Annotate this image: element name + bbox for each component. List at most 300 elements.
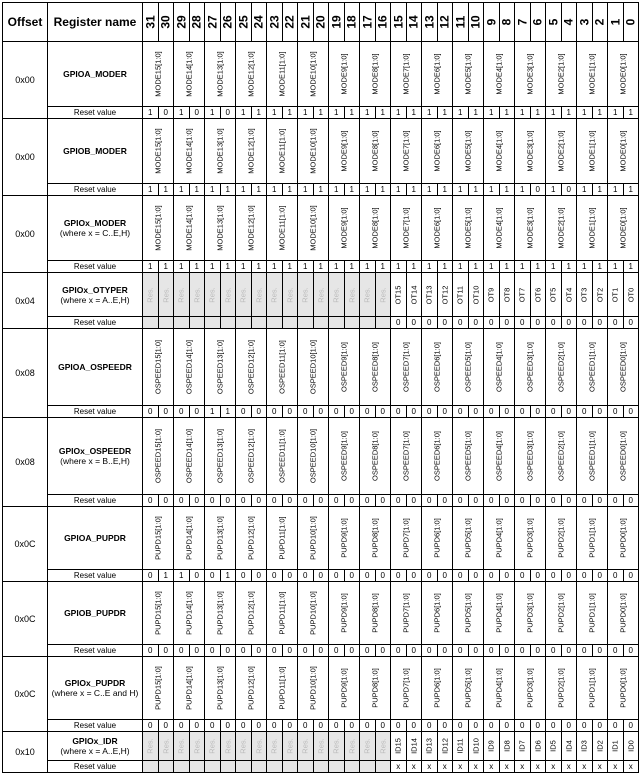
reserved-bit-cell: Res. xyxy=(251,273,267,317)
reset-bit-cell: 1 xyxy=(205,184,221,196)
register-name: GPIOx_OTYPER xyxy=(62,284,128,295)
reset-bit-cell: 0 xyxy=(391,720,407,732)
reserved-bit-cell: Res. xyxy=(158,732,174,761)
reset-value-row xyxy=(3,317,639,329)
reset-bit-cell: 0 xyxy=(158,645,174,657)
reset-bit-cell: 0 xyxy=(189,406,205,418)
reset-bit-cell: 0 xyxy=(437,645,453,657)
bit-number-header: 1 xyxy=(608,3,624,42)
bitfield-cell: PUPD5[1:0] xyxy=(453,657,484,720)
reset-bit-cell: 0 xyxy=(329,645,345,657)
bit-number-header: 19 xyxy=(329,3,345,42)
reset-bit-cell: 0 xyxy=(205,645,221,657)
bitfield-cell: PUPD4[1:0] xyxy=(484,507,515,570)
reset-bit-cell: 0 xyxy=(236,720,252,732)
bitfield-cell: ID3 xyxy=(577,732,593,761)
reset-bit-cell: 0 xyxy=(313,645,329,657)
register-name-cell xyxy=(48,42,143,107)
reset-bit-cell: 0 xyxy=(143,406,159,418)
reset-bit-cell: 0 xyxy=(530,570,546,582)
reset-bit-cell: 1 xyxy=(592,107,608,119)
reset-bit-cell: 1 xyxy=(360,107,376,119)
reset-bit-cell xyxy=(313,761,329,773)
reset-bit-cell: 1 xyxy=(360,184,376,196)
bitfield-cell: OSPEED14[1:0] xyxy=(174,418,205,495)
reset-bit-cell: 0 xyxy=(437,495,453,507)
bitfield-cell: OSPEED9[1:0] xyxy=(329,418,360,495)
reset-value-row xyxy=(3,720,639,732)
reserved-bit-cell: Res. xyxy=(344,732,360,761)
reset-bit-cell: 0 xyxy=(220,720,236,732)
register-name: GPIOx_OSPEEDR xyxy=(58,446,132,456)
reset-bit-cell: 0 xyxy=(344,570,360,582)
reset-bit-cell: 0 xyxy=(623,570,639,582)
bitfield-cell: OSPEED2[1:0] xyxy=(546,418,577,495)
bit-number-header: 17 xyxy=(360,3,376,42)
bit-number-header: 6 xyxy=(530,3,546,42)
reserved-bit-cell: Res. xyxy=(298,732,314,761)
reset-bit-cell: 0 xyxy=(515,317,531,329)
reserved-bit-cell: Res. xyxy=(313,732,329,761)
reset-bit-cell: 1 xyxy=(251,184,267,196)
reset-value-label: Reset value xyxy=(48,317,143,329)
reset-bit-cell: 0 xyxy=(422,317,438,329)
bit-number-header: 26 xyxy=(220,3,236,42)
reset-bit-cell xyxy=(344,761,360,773)
reserved-bit-cell: Res. xyxy=(143,273,159,317)
reset-bit-cell: 1 xyxy=(205,107,221,119)
reset-value-label: Reset value xyxy=(48,107,143,119)
bitfield-cell: OT11 xyxy=(453,273,469,317)
register-name: GPIOx_MODER xyxy=(63,218,127,228)
reset-bit-cell xyxy=(360,317,376,329)
bitfield-cell: MODE8[1:0] xyxy=(360,119,391,184)
bitfield-cell: OT12 xyxy=(437,273,453,317)
bitfield-cell: MODE12[1:0] xyxy=(236,42,267,107)
reset-bit-cell: 1 xyxy=(267,261,283,273)
reset-bit-cell: 1 xyxy=(608,184,624,196)
reset-bit-cell: 1 xyxy=(344,261,360,273)
bitfield-cell: OT5 xyxy=(546,273,562,317)
bitfield-cell: MODE9[1:0] xyxy=(329,119,360,184)
reset-bit-cell: 1 xyxy=(608,261,624,273)
reset-bit-cell: 1 xyxy=(468,184,484,196)
reset-bit-cell: x xyxy=(577,761,593,773)
reset-bit-cell xyxy=(158,761,174,773)
reset-bit-cell: 0 xyxy=(174,645,190,657)
register-name-cell xyxy=(48,196,143,261)
reset-bit-cell: 1 xyxy=(577,184,593,196)
bitfield-cell: PUPD6[1:0] xyxy=(422,507,453,570)
reset-bit-cell: 0 xyxy=(623,406,639,418)
reset-bit-cell: 1 xyxy=(158,261,174,273)
reset-bit-cell: 0 xyxy=(344,720,360,732)
bitfield-cell: PUPD3[1:0] xyxy=(515,582,546,645)
reserved-bit-cell: Res. xyxy=(313,273,329,317)
bitfield-cell: MODE14[1:0] xyxy=(174,42,205,107)
reset-bit-cell: 0 xyxy=(313,720,329,732)
bit-number-header: 31 xyxy=(143,3,159,42)
bitfield-cell: OSPEED0[1:0] xyxy=(608,329,639,406)
bitfield-cell: MODE10[1:0] xyxy=(298,119,329,184)
register-subtitle: (where x = C..E and H) xyxy=(51,688,139,698)
bitfield-cell: MODE15[1:0] xyxy=(143,119,174,184)
bitfield-cell: ID8 xyxy=(499,732,515,761)
reset-value-row xyxy=(3,261,639,273)
register-name: GPIOB_PUPDR xyxy=(64,608,126,618)
bitfield-cell: OSPEED3[1:0] xyxy=(515,329,546,406)
bit-number-header: 29 xyxy=(174,3,190,42)
register-name-cell xyxy=(48,418,143,495)
bit-number-header: 27 xyxy=(205,3,221,42)
reset-value-label: Reset value xyxy=(48,761,143,773)
bit-number-header: 24 xyxy=(251,3,267,42)
reserved-bit-cell: Res. xyxy=(189,732,205,761)
reset-bit-cell: 1 xyxy=(313,261,329,273)
register-name: GPIOA_PUPDR xyxy=(64,533,126,543)
reset-bit-cell: 0 xyxy=(561,184,577,196)
bitfield-cell: MODE8[1:0] xyxy=(360,196,391,261)
reset-bit-cell: 0 xyxy=(623,495,639,507)
reset-bit-cell: 1 xyxy=(344,107,360,119)
bitfield-cell: MODE11[1:0] xyxy=(267,119,298,184)
reset-bit-cell: 0 xyxy=(375,495,391,507)
reset-bit-cell: 0 xyxy=(236,406,252,418)
reset-bit-cell: 0 xyxy=(623,720,639,732)
bit-number-header: 14 xyxy=(406,3,422,42)
register-name: GPIOA_MODER xyxy=(63,69,127,79)
bitfield-cell: MODE5[1:0] xyxy=(453,119,484,184)
reset-bit-cell xyxy=(158,317,174,329)
bitfield-cell: MODE2[1:0] xyxy=(546,196,577,261)
bitfield-cell: PUPD13[1:0] xyxy=(205,582,236,645)
reset-bit-cell: 1 xyxy=(561,261,577,273)
reserved-bit-cell: Res. xyxy=(360,732,376,761)
reset-bit-cell: 1 xyxy=(437,261,453,273)
reset-bit-cell: 0 xyxy=(375,645,391,657)
reset-bit-cell: 0 xyxy=(608,317,624,329)
reset-bit-cell: 1 xyxy=(251,261,267,273)
bitfield-cell: OSPEED11[1:0] xyxy=(267,418,298,495)
reset-bit-cell: 0 xyxy=(623,645,639,657)
reset-bit-cell: 0 xyxy=(530,495,546,507)
bitfield-cell: PUPD15[1:0] xyxy=(143,507,174,570)
bitfield-cell: PUPD3[1:0] xyxy=(515,507,546,570)
reset-bit-cell: 0 xyxy=(546,406,562,418)
reset-bit-cell xyxy=(375,761,391,773)
reset-bit-cell xyxy=(189,317,205,329)
reset-bit-cell: x xyxy=(592,761,608,773)
reserved-bit-cell: Res. xyxy=(375,273,391,317)
bitfield-cell: MODE12[1:0] xyxy=(236,119,267,184)
bitfield-cell: MODE10[1:0] xyxy=(298,196,329,261)
reset-bit-cell: 0 xyxy=(422,495,438,507)
reset-bit-cell: 0 xyxy=(360,645,376,657)
reset-bit-cell: 0 xyxy=(608,570,624,582)
reset-bit-cell xyxy=(329,317,345,329)
register-field-row xyxy=(3,418,639,495)
reset-bit-cell: 0 xyxy=(592,317,608,329)
bit-number-header: 13 xyxy=(422,3,438,42)
bitfield-cell: MODE1[1:0] xyxy=(577,42,608,107)
bitfield-cell: MODE6[1:0] xyxy=(422,42,453,107)
reset-bit-cell: 0 xyxy=(468,645,484,657)
reset-bit-cell: 1 xyxy=(453,107,469,119)
reset-bit-cell: 0 xyxy=(577,570,593,582)
reset-bit-cell: 0 xyxy=(422,406,438,418)
reset-bit-cell: 1 xyxy=(422,261,438,273)
reserved-bit-cell: Res. xyxy=(344,273,360,317)
bitfield-cell: MODE4[1:0] xyxy=(484,196,515,261)
bitfield-cell: PUPD12[1:0] xyxy=(236,657,267,720)
bitfield-cell: OT3 xyxy=(577,273,593,317)
reset-bit-cell: 0 xyxy=(530,317,546,329)
reset-bit-cell xyxy=(205,317,221,329)
bitfield-cell: MODE15[1:0] xyxy=(143,196,174,261)
bitfield-cell: OSPEED10[1:0] xyxy=(298,329,329,406)
reset-bit-cell: 0 xyxy=(468,317,484,329)
register-name: GPIOB_MODER xyxy=(63,146,127,156)
reset-bit-cell: x xyxy=(546,761,562,773)
reset-bit-cell: 0 xyxy=(205,495,221,507)
bitfield-cell: MODE1[1:0] xyxy=(577,119,608,184)
reserved-bit-cell: Res. xyxy=(251,732,267,761)
bitfield-cell: PUPD5[1:0] xyxy=(453,582,484,645)
reset-bit-cell: 0 xyxy=(329,720,345,732)
bitfield-cell: MODE7[1:0] xyxy=(391,119,422,184)
bitfield-cell: PUPD8[1:0] xyxy=(360,657,391,720)
bitfield-cell: MODE11[1:0] xyxy=(267,42,298,107)
reset-bit-cell xyxy=(220,761,236,773)
reset-bit-cell: 0 xyxy=(577,406,593,418)
bitfield-cell: ID6 xyxy=(530,732,546,761)
register-name-cell xyxy=(48,119,143,184)
reset-bit-cell: 0 xyxy=(406,645,422,657)
reset-bit-cell: 1 xyxy=(422,107,438,119)
reset-value-label: Reset value xyxy=(48,406,143,418)
bitfield-cell: PUPD6[1:0] xyxy=(422,582,453,645)
reset-bit-cell: 0 xyxy=(484,495,500,507)
bit-number-header: 16 xyxy=(375,3,391,42)
reset-bit-cell: 0 xyxy=(143,570,159,582)
reset-bit-cell: 0 xyxy=(298,645,314,657)
bitfield-cell: OT7 xyxy=(515,273,531,317)
bitfield-cell: ID14 xyxy=(406,732,422,761)
reset-bit-cell: 0 xyxy=(453,720,469,732)
reset-bit-cell xyxy=(298,761,314,773)
register-name-header: Register name xyxy=(48,3,143,42)
reset-bit-cell: 1 xyxy=(546,261,562,273)
reset-bit-cell: 1 xyxy=(174,184,190,196)
reset-bit-cell: 0 xyxy=(360,570,376,582)
bitfield-cell: PUPD7[1:0] xyxy=(391,582,422,645)
reset-bit-cell: 0 xyxy=(236,495,252,507)
bitfield-cell: OSPEED4[1:0] xyxy=(484,418,515,495)
bitfield-cell: OSPEED15[1:0] xyxy=(143,418,174,495)
reset-bit-cell: 1 xyxy=(360,261,376,273)
bitfield-cell: PUPD11[1:0] xyxy=(267,582,298,645)
bitfield-cell: OT14 xyxy=(406,273,422,317)
bitfield-cell: MODE0[1:0] xyxy=(608,42,639,107)
bitfield-cell: PUPD8[1:0] xyxy=(360,507,391,570)
reset-bit-cell: 0 xyxy=(189,107,205,119)
bitfield-cell: MODE6[1:0] xyxy=(422,119,453,184)
reset-bit-cell: 0 xyxy=(251,720,267,732)
reset-value-row xyxy=(3,184,639,196)
header-row xyxy=(3,3,639,42)
reset-bit-cell: 1 xyxy=(375,107,391,119)
register-field-row xyxy=(3,273,639,317)
reset-bit-cell: 0 xyxy=(236,645,252,657)
bit-number-header: 18 xyxy=(344,3,360,42)
reserved-bit-cell: Res. xyxy=(282,732,298,761)
bitfield-cell: OSPEED11[1:0] xyxy=(267,329,298,406)
bitfield-cell: OT1 xyxy=(608,273,624,317)
register-name-cell xyxy=(48,657,143,720)
register-field-row xyxy=(3,42,639,107)
bit-number-header: 7 xyxy=(515,3,531,42)
bitfield-cell: PUPD10[1:0] xyxy=(298,657,329,720)
bitfield-cell: OT15 xyxy=(391,273,407,317)
reset-bit-cell: 1 xyxy=(174,261,190,273)
register-name: GPIOx_PUPDR xyxy=(64,678,126,688)
bitfield-cell: PUPD1[1:0] xyxy=(577,582,608,645)
reset-bit-cell: 0 xyxy=(468,495,484,507)
reset-bit-cell: 0 xyxy=(251,570,267,582)
reset-bit-cell xyxy=(143,317,159,329)
register-subtitle: (where x = A..E,H) xyxy=(60,746,130,756)
register-subtitle: (where x = B..E,H) xyxy=(60,456,130,466)
reset-bit-cell: 1 xyxy=(298,261,314,273)
bitfield-cell: PUPD3[1:0] xyxy=(515,657,546,720)
bitfield-cell: OSPEED12[1:0] xyxy=(236,329,267,406)
reset-bit-cell: 0 xyxy=(298,495,314,507)
register-map-table xyxy=(2,2,639,773)
bit-number-header: 15 xyxy=(391,3,407,42)
reset-bit-cell: 0 xyxy=(530,184,546,196)
reset-bit-cell: x xyxy=(561,761,577,773)
bitfield-cell: ID2 xyxy=(592,732,608,761)
reset-bit-cell: x xyxy=(391,761,407,773)
reset-bit-cell: x xyxy=(623,761,639,773)
reset-bit-cell: 0 xyxy=(267,645,283,657)
bitfield-cell: MODE15[1:0] xyxy=(143,42,174,107)
reset-bit-cell: 0 xyxy=(329,406,345,418)
reset-bit-cell: 1 xyxy=(592,184,608,196)
bitfield-cell: PUPD1[1:0] xyxy=(577,507,608,570)
reserved-bit-cell: Res. xyxy=(205,273,221,317)
reset-bit-cell: 1 xyxy=(205,406,221,418)
reset-bit-cell: 0 xyxy=(329,570,345,582)
bitfield-cell: PUPD12[1:0] xyxy=(236,582,267,645)
reset-bit-cell xyxy=(220,317,236,329)
reset-bit-cell: 1 xyxy=(375,261,391,273)
reset-bit-cell: 1 xyxy=(220,406,236,418)
reset-bit-cell: 0 xyxy=(499,317,515,329)
reset-bit-cell: 1 xyxy=(251,107,267,119)
bit-number-header: 10 xyxy=(468,3,484,42)
reset-bit-cell: 0 xyxy=(298,406,314,418)
reset-bit-cell: x xyxy=(437,761,453,773)
reserved-bit-cell: Res. xyxy=(189,273,205,317)
reset-bit-cell: 0 xyxy=(484,317,500,329)
bitfield-cell: PUPD2[1:0] xyxy=(546,507,577,570)
bitfield-cell: OSPEED7[1:0] xyxy=(391,418,422,495)
bitfield-cell: ID4 xyxy=(561,732,577,761)
bitfield-cell: PUPD1[1:0] xyxy=(577,657,608,720)
register-field-row xyxy=(3,196,639,261)
bitfield-cell: OT2 xyxy=(592,273,608,317)
offset-cell: 0x00 xyxy=(3,42,48,119)
offset-cell: 0x0C xyxy=(3,507,48,582)
reset-bit-cell: 0 xyxy=(484,720,500,732)
bitfield-cell: OSPEED13[1:0] xyxy=(205,329,236,406)
reserved-bit-cell: Res. xyxy=(267,732,283,761)
register-subtitle: (where x = A..E,H) xyxy=(60,294,130,305)
reset-bit-cell xyxy=(189,761,205,773)
bitfield-cell: PUPD4[1:0] xyxy=(484,582,515,645)
reset-bit-cell xyxy=(298,317,314,329)
bitfield-cell: PUPD5[1:0] xyxy=(453,507,484,570)
reset-bit-cell: 1 xyxy=(484,184,500,196)
reset-value-label: Reset value xyxy=(48,570,143,582)
reset-bit-cell: 0 xyxy=(298,570,314,582)
reset-bit-cell: 1 xyxy=(577,107,593,119)
reset-bit-cell: 1 xyxy=(189,184,205,196)
reset-bit-cell: 0 xyxy=(577,720,593,732)
bitfield-cell: MODE2[1:0] xyxy=(546,119,577,184)
bitfield-cell: OT0 xyxy=(623,273,639,317)
reset-bit-cell: 1 xyxy=(143,184,159,196)
offset-cell: 0x08 xyxy=(3,418,48,507)
reset-value-label: Reset value xyxy=(48,720,143,732)
reset-bit-cell: 1 xyxy=(329,261,345,273)
bitfield-cell: MODE5[1:0] xyxy=(453,42,484,107)
reset-bit-cell: 0 xyxy=(561,645,577,657)
reset-bit-cell: 0 xyxy=(561,720,577,732)
reset-bit-cell: 0 xyxy=(561,406,577,418)
reset-bit-cell: 0 xyxy=(515,720,531,732)
reset-bit-cell: 0 xyxy=(608,406,624,418)
offset-cell: 0x10 xyxy=(3,732,48,773)
reset-bit-cell: 1 xyxy=(220,261,236,273)
bitfield-cell: OSPEED8[1:0] xyxy=(360,329,391,406)
bitfield-cell: ID12 xyxy=(437,732,453,761)
reserved-bit-cell: Res. xyxy=(267,273,283,317)
bitfield-cell: MODE1[1:0] xyxy=(577,196,608,261)
reset-bit-cell: 0 xyxy=(608,645,624,657)
reset-value-row xyxy=(3,406,639,418)
reset-bit-cell: 1 xyxy=(484,107,500,119)
reset-bit-cell: 1 xyxy=(205,261,221,273)
reset-bit-cell: 0 xyxy=(220,495,236,507)
reset-bit-cell: x xyxy=(406,761,422,773)
reset-bit-cell xyxy=(174,317,190,329)
bitfield-cell: MODE0[1:0] xyxy=(608,119,639,184)
reset-bit-cell: 0 xyxy=(143,495,159,507)
reset-bit-cell: 0 xyxy=(608,495,624,507)
bitfield-cell: OSPEED5[1:0] xyxy=(453,329,484,406)
reset-bit-cell: 0 xyxy=(205,570,221,582)
bitfield-cell: PUPD13[1:0] xyxy=(205,657,236,720)
bitfield-cell: PUPD10[1:0] xyxy=(298,582,329,645)
bitfield-cell: MODE12[1:0] xyxy=(236,196,267,261)
reset-bit-cell: 1 xyxy=(530,261,546,273)
bitfield-cell: MODE0[1:0] xyxy=(608,196,639,261)
bitfield-cell: OT10 xyxy=(468,273,484,317)
reset-value-row xyxy=(3,107,639,119)
offset-cell: 0x00 xyxy=(3,196,48,273)
